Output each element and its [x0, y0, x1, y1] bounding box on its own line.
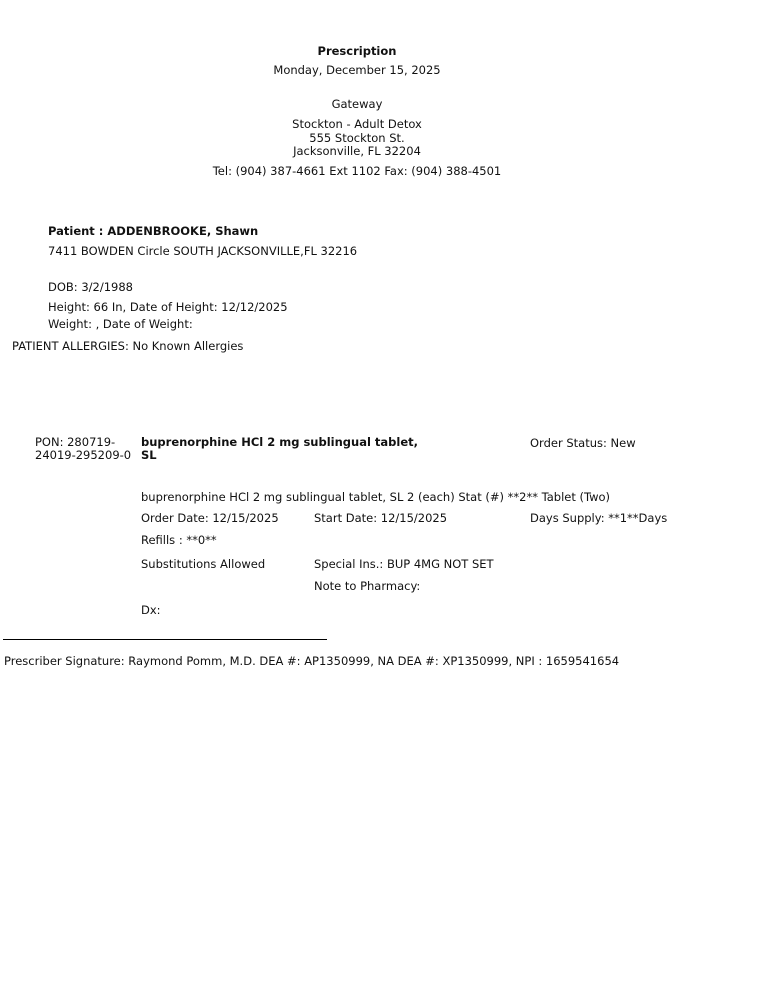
facility-name: Stockton - Adult Detox	[292, 117, 422, 131]
order-date: Order Date: 12/15/2025	[141, 511, 279, 525]
pon-line1: PON: 280719-	[35, 435, 116, 449]
facility-address-line1: 555 Stockton St.	[309, 131, 405, 145]
patient-allergies: PATIENT ALLERGIES: No Known Allergies	[12, 339, 244, 353]
refills: Refills : **0**	[141, 533, 217, 547]
prescriber-signature: Prescriber Signature: Raymond Pomm, M.D. DEA #: AP1350999, NA DEA #: XP1350999, NPI : 1659541654	[4, 654, 620, 668]
facility-contact: Tel: (904) 387-4661 Ext 1102 Fax: (904) 388-4501	[212, 164, 502, 178]
patient-name: Patient : ADDENBROOKE, Shawn	[48, 224, 259, 238]
patient-dob: DOB: 3/2/1988	[48, 280, 133, 294]
special-instructions: Special Ins.: BUP 4MG NOT SET	[314, 557, 494, 571]
start-date: Start Date: 12/15/2025	[314, 511, 448, 525]
days-supply: Days Supply: **1**Days	[530, 511, 668, 525]
drug-sig: buprenorphine HCl 2 mg sublingual tablet, SL 2 (each) Stat (#) **2** Tablet (Two)	[141, 490, 611, 504]
facility-address-line2: Jacksonville, FL 32204	[293, 144, 421, 158]
note-to-pharmacy: Note to Pharmacy:	[314, 579, 421, 593]
patient-height: Height: 66 In, Date of Height: 12/12/2025	[48, 300, 288, 314]
diagnosis: Dx:	[141, 603, 161, 617]
signature-line	[3, 639, 327, 640]
drug-name-line1: buprenorphine HCl 2 mg sublingual tablet,	[141, 435, 419, 449]
document-date: Monday, December 15, 2025	[273, 63, 441, 77]
patient-address: 7411 BOWDEN Circle SOUTH JACKSONVILLE,FL 32216	[48, 244, 358, 258]
organization-name: Gateway	[331, 97, 383, 111]
pon-line2: 24019-295209-0	[35, 448, 132, 462]
document-title: Prescription	[317, 44, 397, 58]
substitutions: Substitutions Allowed	[141, 557, 266, 571]
patient-weight: Weight: , Date of Weight:	[48, 317, 193, 331]
order-status: Order Status: New	[530, 436, 636, 450]
drug-name-line2: SL	[141, 448, 157, 462]
